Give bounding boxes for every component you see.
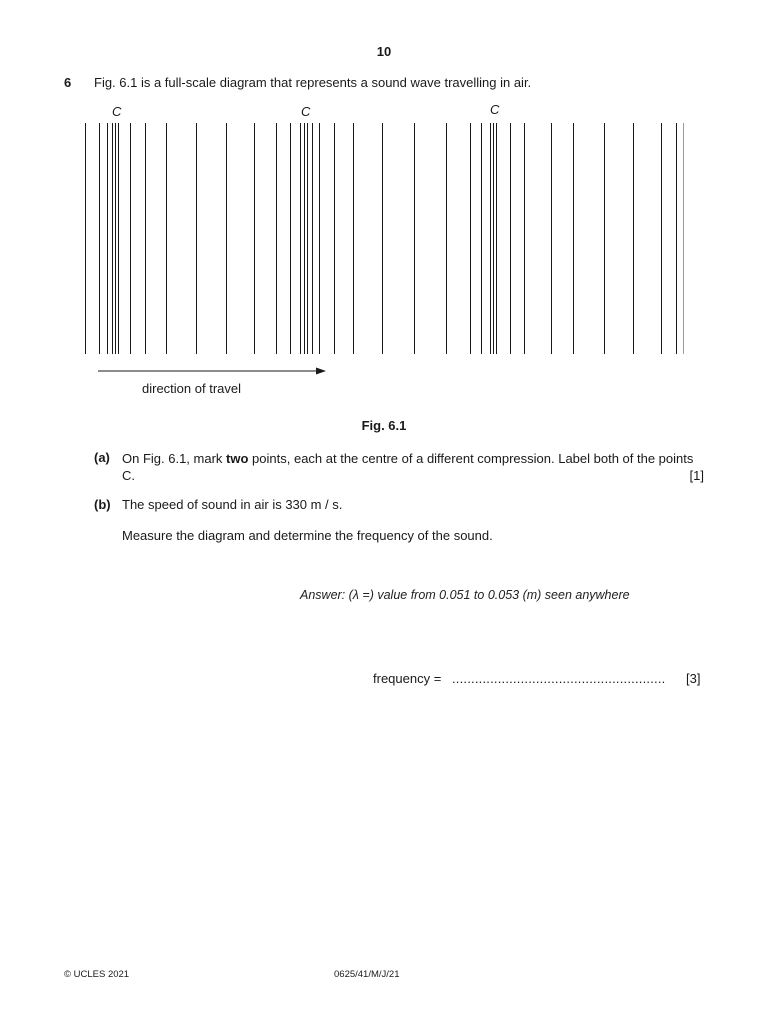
part-b-statement: The speed of sound in air is 330 m / s. [122,497,343,512]
footer-copyright: © UCLES 2021 [64,969,130,980]
page-number: 10 [376,44,392,59]
part-a-text-before: On Fig. 6.1, mark [122,451,227,466]
question-intro: Fig. 6.1 is a full-scale diagram that represents a sound wave travelling in air. [94,75,532,90]
direction-arrow [98,368,326,375]
part-b-marks: [3] [686,671,701,686]
part-a-label: (a) [94,450,110,465]
sound-wave-diagram [0,0,768,400]
direction-label: direction of travel [142,381,241,396]
part-a-marks: [1] [689,468,704,483]
part-a-text-after: points, each at the centre of a different compression. Label both of the points C. [122,451,694,483]
answer-note: Answer: (λ =) value from 0.051 to 0.053 (m) seen anywhere [300,588,630,602]
compression-label: C [490,102,500,117]
part-a-text-bold: two [226,451,249,466]
part-b-instruction: Measure the diagram and determine the frequency of the sound. [122,528,493,543]
part-b-label: (b) [94,497,111,512]
compression-label: C [301,104,311,119]
part-a-text [122,450,704,484]
figure-caption: Fig. 6.1 [361,418,407,433]
frequency-label: frequency = [373,671,442,686]
wave-lines [86,123,684,354]
frequency-answer-line[interactable]: ........................................................ [452,671,666,686]
compression-label: C [112,104,122,119]
question-number: 6 [64,75,72,90]
footer-code: 0625/41/M/J/21 [334,969,400,980]
